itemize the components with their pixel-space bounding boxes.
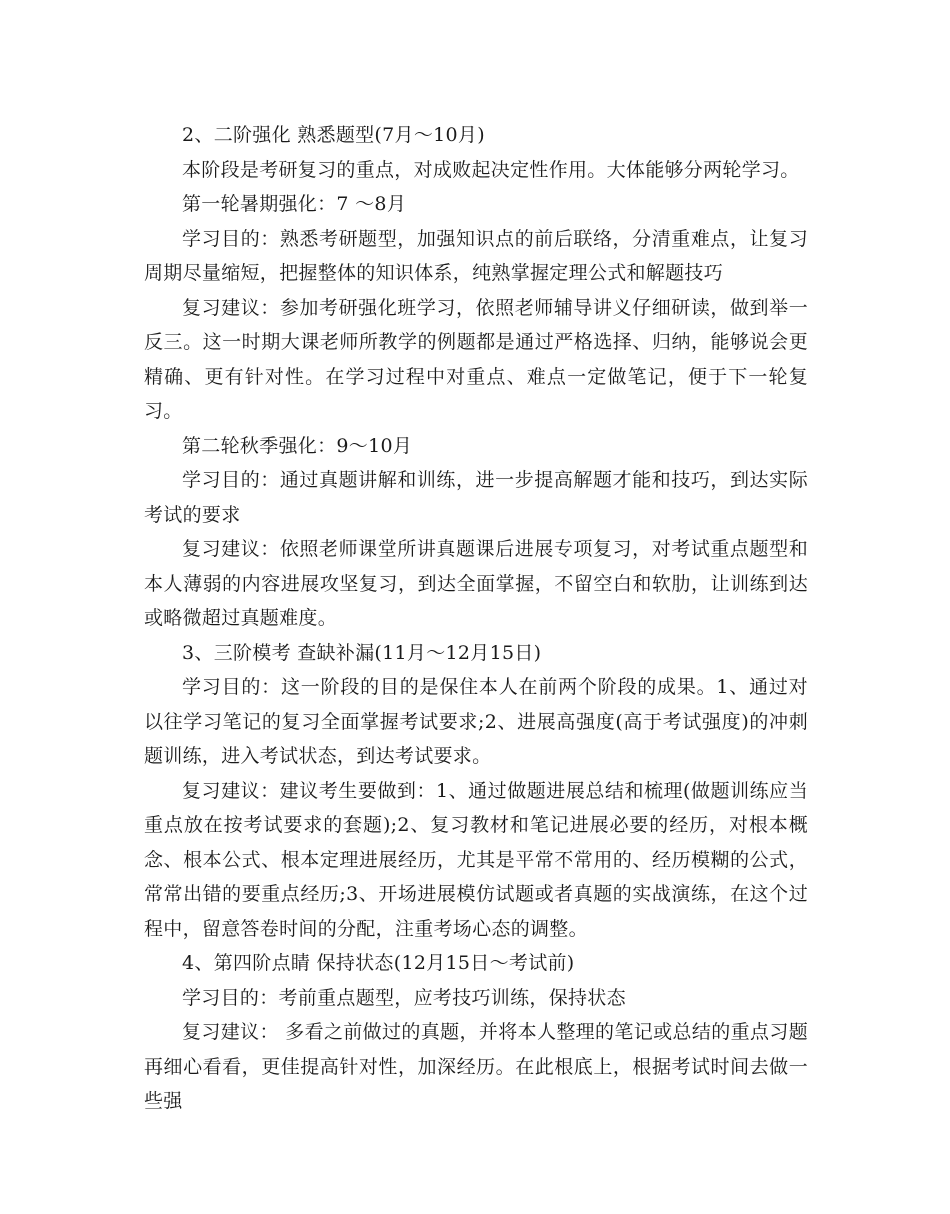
paragraph-stage-2-intro: 本阶段是考研复习的重点，对成败起决定性作用。大体能够分两轮学习。 [182,158,800,181]
paragraph-summer-advice: 复习建议：参加考研强化班学习，依照老师辅导讲义仔细研读，做到举一反三。这一时期大课老师所教学的例题都是通过严格选择、归纳，能够说会更精确、更有针对性。在学习过程中对重点、难点一定做笔记，便于下一轮复习。 [144,296,808,422]
section-heading-stage-4: 4、第四阶点睛 保持状态(12月15日～考试前) [182,952,575,974]
section-heading-stage-3: 3、三阶模考 查缺补漏(11月～12月15日) [182,641,542,664]
document-body [144,118,808,1119]
paragraph-stage-4-advice: 复习建议： 多看之前做过的真题，并将本人整理的笔记或总结的重点习题再细心看看，更佳提高针对性，加深经历。在此根底上，根据考试时间去做一些强 [144,1021,808,1112]
paragraph-autumn-goal: 学习目的：通过真题讲解和训练，进一步提高解题才能和技巧，到达实际考试的要求 [144,469,808,526]
subheading-summer-round: 第一轮暑期强化：7 ～8月 [182,193,407,215]
paragraph-autumn-advice: 复习建议：依照老师课堂所讲真题课后进展专项复习，对考试重点题型和本人薄弱的内容进展攻坚复习，到达全面掌握，不留空白和软肋，让训练到达或略微超过真题难度。 [144,538,808,629]
section-heading-stage-2: 2、二阶强化 熟悉题型(7月～10月) [182,124,485,146]
paragraph-stage-4-goal: 学习目的：考前重点题型，应考技巧训练，保持状态 [182,986,626,1009]
paragraph-stage-3-goal: 学习目的：这一阶段的目的是保住本人在前两个阶段的成果。1、通过对以往学习笔记的复习全面掌握考试要求;2、进展高强度(高于考试强度)的冲刺题训练，进入考试状态，到达考试要求。 [144,676,808,767]
paragraph-summer-goal: 学习目的：熟悉考研题型，加强知识点的前后联络，分清重难点，让复习周期尽量缩短，把握整体的知识体系，纯熟掌握定理公式和解题技巧 [144,227,808,284]
paragraph-stage-3-advice: 复习建议：建议考生要做到：1、通过做题进展总结和梳理(做题训练应当重点放在按考试要求的套题);2、复习教材和笔记进展必要的经历，对根本概念、根本公式、根本定理进展经历，尤其是平常不常用的、经历模糊的公式，常常出错的要重点经历;3、开场进展模仿试题或者真题的实战演练，在这个过程中，留意答卷时间的分配，注重考场心态的调整。 [144,779,808,940]
subheading-autumn-round: 第二轮秋季强化：9～10月 [182,434,413,457]
